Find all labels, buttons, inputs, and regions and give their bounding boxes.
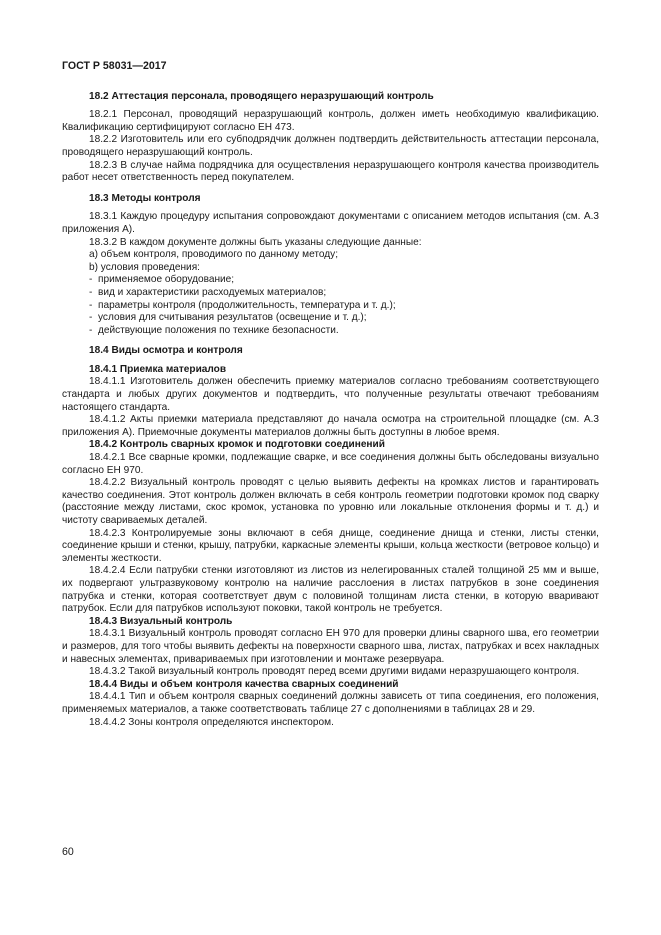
list-item-a: a) объем контроля, проводимого по данному методу; — [89, 249, 339, 261]
paragraph: 18.4.4.1 Тип и объем контроля сварных соединений должны зависеть от типа соединения, его положения, применяемых материалов, а также соответствовать таблице 27 с дополнениями в таблицах 28 и 29. — [62, 691, 599, 715]
list-item: - применяемое оборудование; — [89, 274, 599, 287]
paragraph: 18.2.3 В случае найма подрядчика для осуществления неразрушающего контроля качества производитель работ несет ответственность перед покупателем. — [62, 159, 599, 184]
paragraph: 18.3.1 Каждую процедуру испытания сопровождают документами с описанием методов испытания (см. А.3 приложения А). — [62, 211, 599, 235]
paragraph: 18.4.3.2 Такой визуальный контроль проводят перед всеми другими видами неразрушающего контроля. — [89, 666, 580, 678]
section-18-3 — [62, 193, 599, 338]
document-header: ГОСТ Р 58031—2017 — [62, 60, 167, 72]
list-item: - параметры контроля (продолжительность, температура и т. д.); — [89, 300, 599, 313]
paragraph: 18.4.2.1 Все сварные кромки, подлежащие сварке, и все соединения должны быть обследованы визуально согласно ЕН 970. — [62, 452, 599, 476]
paragraph: 18.4.4.2 Зоны контроля определяются инспектором. — [89, 716, 334, 728]
list-item: - вид и характеристики расходуемых материалов; — [89, 287, 599, 300]
subsection-title: 18.4.3 Визуальный контроль — [89, 615, 233, 627]
paragraph: 18.4.2.3 Контролируемые зоны включают в себя днище, соединение днища и стенки, листы стенки, соединение крыши и стенки, крышу, патрубки, каркасные элементы крыши, кольца жесткости (ветровое кольцо) и элементы жесткости. — [62, 527, 599, 564]
section-18-4 — [62, 345, 599, 729]
paragraph: 18.2.1 Персонал, проводящий неразрушающий контроль, должен иметь необходимую квалификацию. Квалификацию сертифицируют согласно ЕН 473. — [62, 109, 599, 133]
page-number: 60 — [62, 846, 74, 858]
subsection-title: 18.4.4 Виды и объем контроля качества сварных соединений — [89, 678, 399, 690]
paragraph: 18.4.2.2 Визуальный контроль проводят с целью выявить дефекты на кромках листов и гарантировать качество соединения. Этот контроль должен включать в себя контроль геометрии подготовки кромок под сварку (расстояние между листами, скос кромок, установка по уровню или локальные отклонения формы и т. д.) и чистоту свариваемых деталей. — [62, 477, 599, 526]
paragraph: 18.4.3.1 Визуальный контроль проводят согласно ЕН 970 для проверки длины сварного шва, его геометрии и размеров, для того чтобы выявить дефекты на поверхности сварного шва, листах, патрубках и всех накладных и навесных элементах, привариваемых при изготовлении и монтаже резервуара. — [62, 628, 599, 665]
subsection-title: 18.4.1 Приемка материалов — [89, 363, 227, 375]
subsection-title: 18.4.2 Контроль сварных кромок и подготовки соединений — [89, 439, 385, 451]
conditions-list — [62, 274, 599, 337]
list-item: - условия для считывания результатов (освещение и т. д.); — [89, 312, 599, 325]
paragraph: 18.4.1.2 Акты приемки материала представляют до начала осмотра на строительной площадке (см. А.3 приложения А). Приемочные документы материалов должны быть доступны в любое время. — [62, 414, 599, 438]
list-item-b: b) условия проведения: — [89, 261, 200, 273]
section-title: 18.2 Аттестация персонала, проводящего неразрушающий контроль — [89, 90, 434, 102]
section-18-2 — [62, 91, 599, 185]
paragraph: 18.2.2 Изготовитель или его субподрядчик должнен подтвердить действительность аттестации персонала, проводящего неразрушающий контроль. — [62, 134, 599, 158]
paragraph: 18.4.2.4 Если патрубки стенки изготовляют из листов из нелегированных сталей толщиной 25 мм и выше, их подвергают ультразвуковому контролю на наличие расслоения в листах патрубков в зоне соединения патрубка и стенки, которая соответствует двум с половиной толщинам листа стенки, в которую вваривают патрубок. Если для патрубков используют поковки, такой контроль не требуется. — [62, 565, 599, 615]
section-title: 18.4 Виды осмотра и контроля — [89, 345, 243, 357]
list-item: - действующие положения по технике безопасности. — [89, 325, 599, 338]
paragraph: 18.3.2 В каждом документе должны быть указаны следующие данные: — [89, 236, 422, 248]
section-title: 18.3 Методы контроля — [89, 192, 201, 204]
paragraph: 18.4.1.1 Изготовитель должен обеспечить приемку материалов согласно требованиям соответствующего стандарта и любых других документов и подтвердить, что полученные результаты отвечают требованиям настоящего стандарта. — [62, 376, 599, 413]
